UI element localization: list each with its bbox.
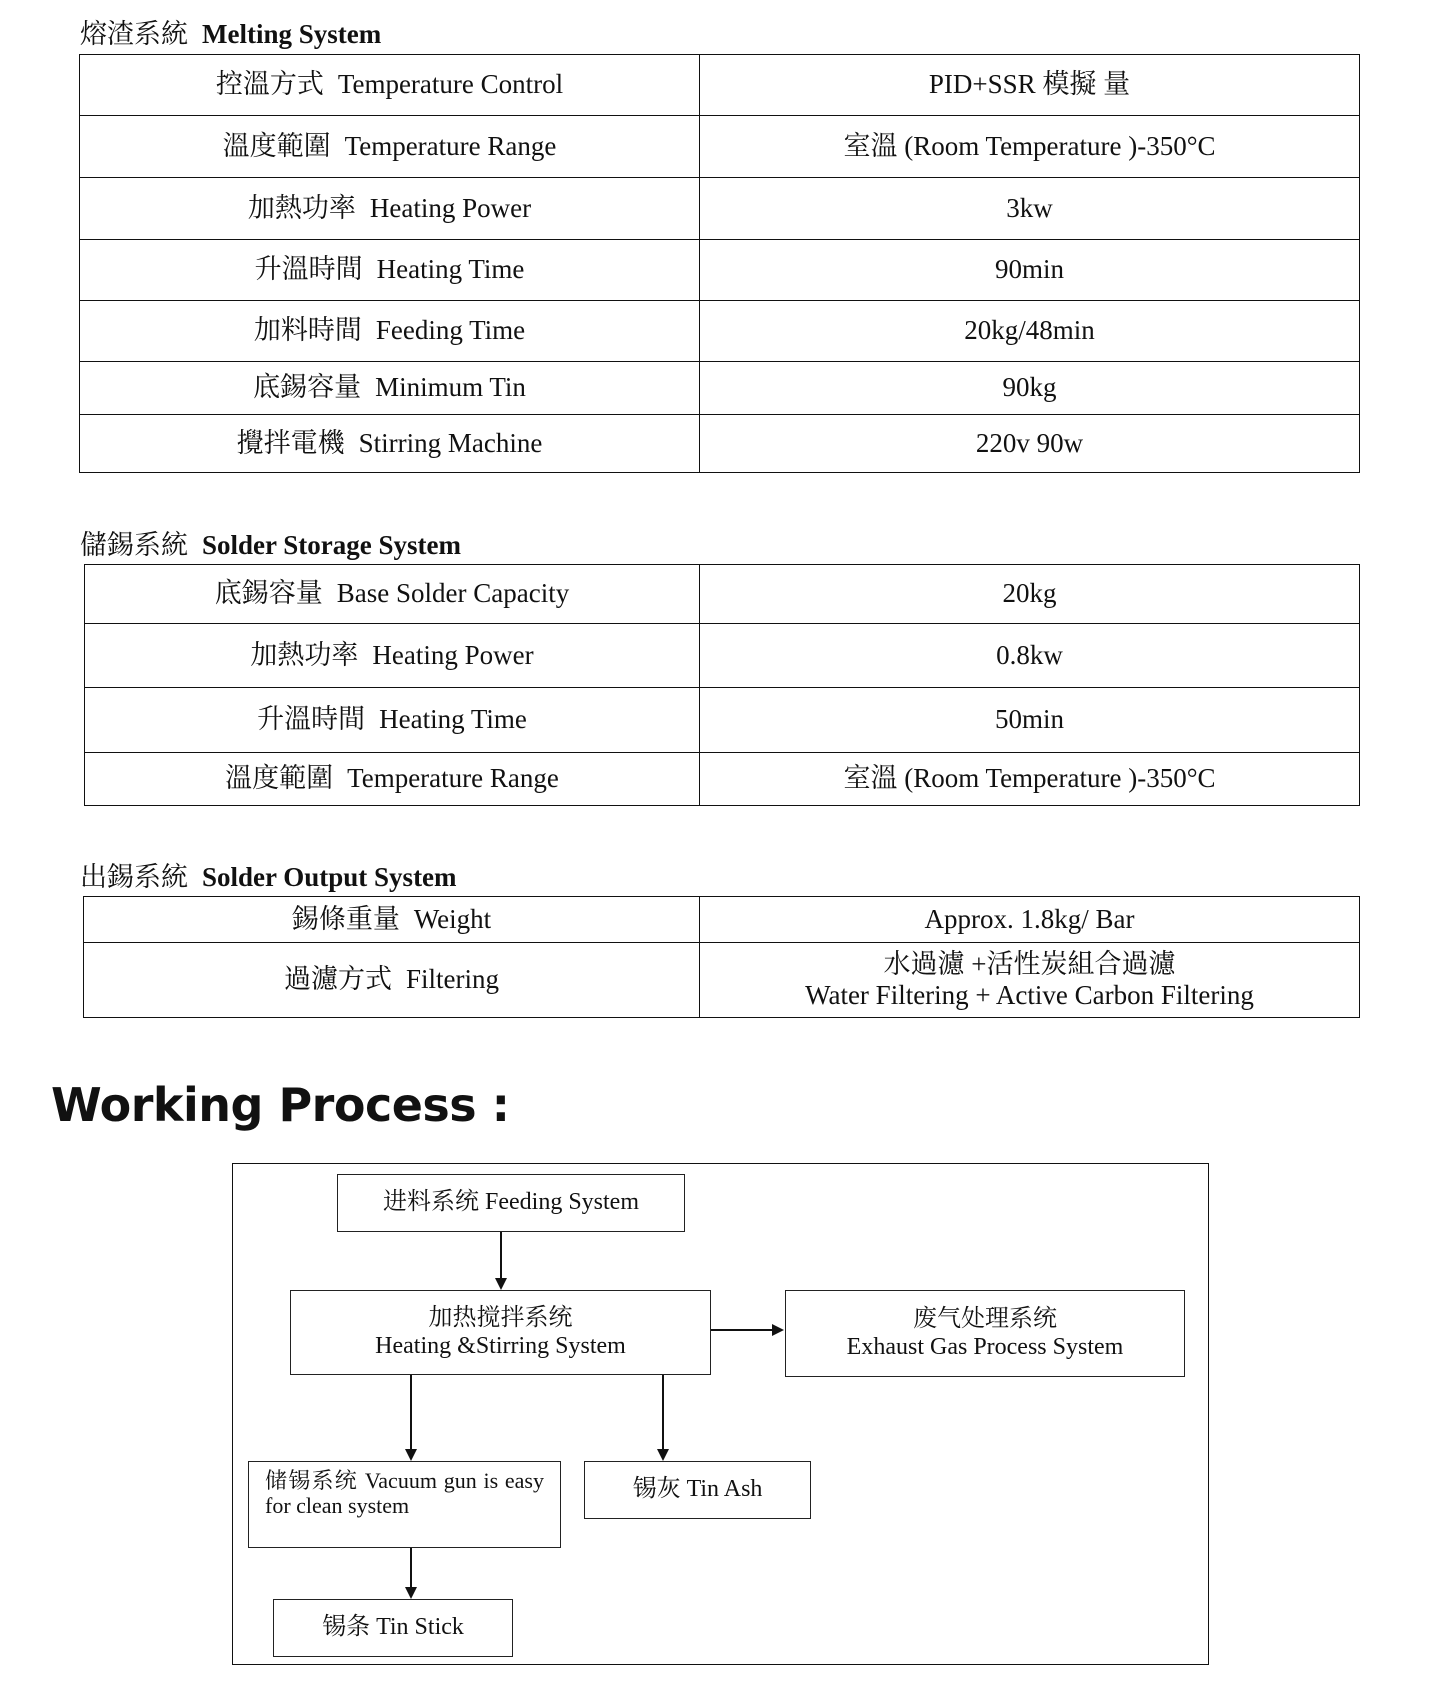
label-zh: 過濾方式	[284, 964, 392, 995]
table-row	[85, 565, 1360, 624]
node-tin-stick	[273, 1599, 513, 1657]
output-title-zh: 出錫系統	[80, 862, 188, 892]
table-row	[85, 753, 1360, 806]
node-tin-stick-label: 锡条 Tin Stick	[322, 1614, 464, 1641]
node-feeding-system	[337, 1174, 685, 1232]
filtering-value-zh: 水過濾 +活性炭組合過濾	[883, 948, 1176, 979]
label-zh: 升溫時間	[254, 254, 363, 285]
melting-system-title	[80, 12, 381, 51]
label-zh: 加熱功率	[250, 639, 359, 670]
spec-value: 室溫 (Room Temperature )-350°C	[700, 753, 1360, 806]
spec-value: PID+SSR 模擬 量	[700, 55, 1360, 116]
spec-label	[84, 943, 700, 1018]
node-tin-ash	[584, 1461, 811, 1519]
node-feeding-label: 进料系统 Feeding System	[383, 1189, 639, 1216]
spec-value: 20kg/48min	[700, 301, 1360, 362]
node-solder-storage-system	[248, 1461, 561, 1548]
table-row	[80, 415, 1360, 473]
melting-title-en: Melting System	[202, 19, 382, 49]
label-zh: 加料時間	[253, 315, 362, 346]
edge-heating-to-storage	[410, 1375, 412, 1450]
spec-label	[80, 240, 700, 301]
storage-title-zh: 儲錫系統	[80, 530, 188, 560]
output-system-table	[83, 896, 1360, 1018]
spec-value: 50min	[700, 688, 1360, 753]
table-row	[84, 897, 1360, 943]
label-en: Base Solder Capacity	[336, 578, 570, 609]
label-zh: 加熱功率	[247, 192, 356, 223]
arrow-right-icon	[772, 1324, 784, 1336]
node-exhaust-label-zh: 废气处理系统	[913, 1305, 1057, 1332]
arrow-down-icon	[657, 1449, 669, 1461]
edge-storage-to-tin-stick	[410, 1548, 412, 1588]
spec-label	[80, 301, 700, 362]
node-tin-ash-label: 锡灰 Tin Ash	[632, 1476, 763, 1503]
label-en: Temperature Range	[344, 130, 557, 161]
table-row	[80, 362, 1360, 415]
node-heating-label-zh: 加热搅拌系统	[428, 1304, 573, 1331]
label-zh: 底錫容量	[253, 372, 362, 403]
spec-value: 20kg	[700, 565, 1360, 624]
node-exhaust-gas-system	[785, 1290, 1185, 1377]
output-title-en: Solder Output System	[202, 862, 457, 892]
storage-system-table	[84, 564, 1360, 806]
spec-value: 3kw	[700, 178, 1360, 240]
table-row	[84, 943, 1360, 1018]
label-en: Heating Power	[372, 639, 534, 670]
spec-label	[80, 116, 700, 178]
spec-value: 0.8kw	[700, 624, 1360, 688]
label-zh: 底錫容量	[214, 578, 323, 609]
label-en: Heating Time	[376, 254, 525, 285]
label-zh: 溫度範圍	[222, 130, 331, 161]
arrow-down-icon	[405, 1587, 417, 1599]
table-row	[80, 240, 1360, 301]
edge-feeding-to-heating	[500, 1232, 502, 1279]
table-row	[80, 55, 1360, 116]
label-en: Stirring Machine	[358, 427, 543, 458]
melting-system-table	[79, 54, 1360, 473]
table-row	[80, 116, 1360, 178]
edge-heating-to-exhaust	[711, 1329, 773, 1331]
spec-value: 90kg	[700, 362, 1360, 415]
label-en: Heating Time	[379, 704, 527, 735]
label-en: Minimum Tin	[375, 372, 526, 403]
storage-system-title	[80, 523, 461, 562]
label-en: Temperature Range	[347, 763, 559, 794]
label-zh: 溫度範圍	[225, 763, 334, 794]
spec-value: 90min	[700, 240, 1360, 301]
spec-label	[85, 753, 700, 806]
working-process-title: Working Process :	[51, 1078, 510, 1132]
label-en: Weight	[413, 903, 492, 934]
spec-label	[80, 415, 700, 473]
label-en: Feeding Time	[375, 315, 526, 346]
label-zh: 升溫時間	[257, 704, 366, 735]
table-row	[85, 624, 1360, 688]
spec-label	[85, 624, 700, 688]
spec-label	[80, 55, 700, 116]
label-zh: 攪拌電機	[236, 427, 345, 458]
spec-value: 220v 90w	[700, 415, 1360, 473]
table-row	[80, 301, 1360, 362]
label-en: Heating Power	[369, 192, 532, 223]
arrow-down-icon	[405, 1449, 417, 1461]
filtering-value-en: Water Filtering + Active Carbon Filtering	[805, 980, 1254, 1010]
spec-label	[80, 362, 700, 415]
label-en: Filtering	[406, 964, 499, 995]
table-row	[80, 178, 1360, 240]
label-zh: 錫條重量	[291, 903, 400, 934]
label-zh: 控溫方式	[215, 69, 324, 100]
node-exhaust-label-en: Exhaust Gas Process System	[846, 1333, 1124, 1360]
melting-title-zh: 熔渣系統	[80, 19, 188, 49]
table-row	[85, 688, 1360, 753]
arrow-down-icon	[495, 1278, 507, 1290]
spec-value: 室溫 (Room Temperature )-350°C	[700, 116, 1360, 178]
edge-heating-to-tin-ash	[662, 1375, 664, 1450]
output-system-title	[80, 855, 457, 894]
process-flow-diagram	[232, 1163, 1209, 1665]
spec-value: Approx. 1.8kg/ Bar	[700, 897, 1360, 943]
node-heating-label-en: Heating &Stirring System	[375, 1332, 626, 1359]
spec-value	[700, 943, 1360, 1018]
node-heating-stirring-system	[290, 1290, 711, 1375]
spec-label	[85, 688, 700, 753]
storage-title-en: Solder Storage System	[202, 530, 461, 560]
spec-label	[80, 178, 700, 240]
spec-label	[85, 565, 700, 624]
label-en: Temperature Control	[337, 69, 564, 100]
spec-label	[84, 897, 700, 943]
node-storage-label: 储锡系统 Vacuum gun is easy for clean system	[265, 1468, 544, 1519]
